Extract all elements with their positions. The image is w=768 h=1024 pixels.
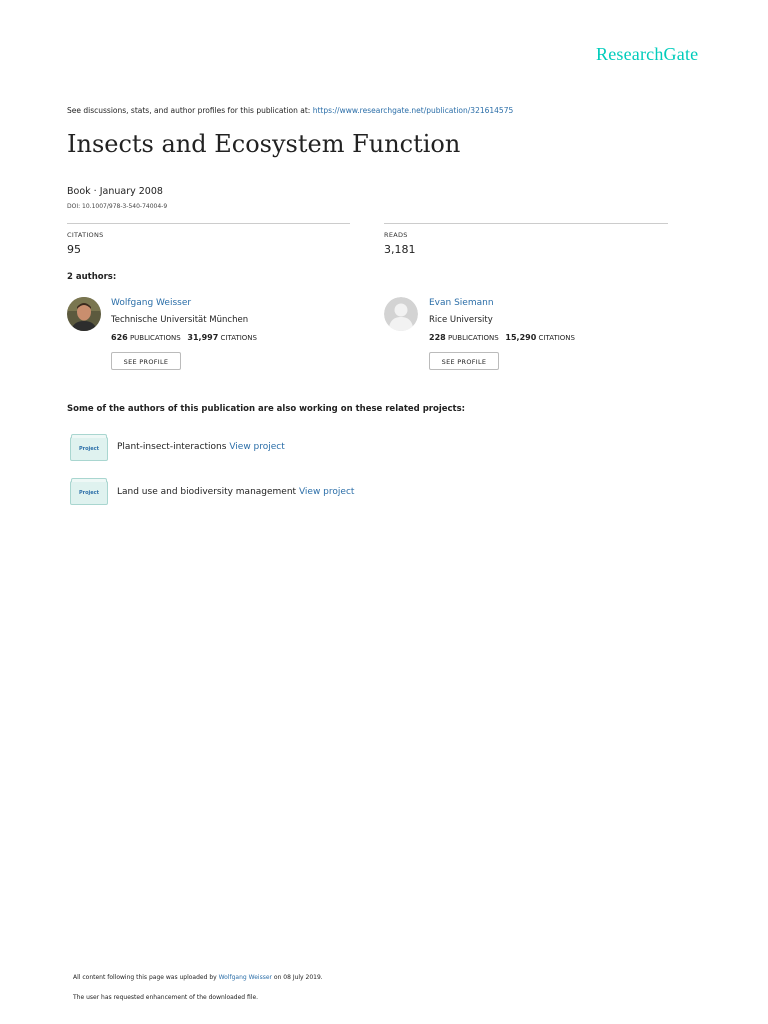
publications-label: PUBLICATIONS	[129, 334, 181, 342]
see-profile-button[interactable]: SEE PROFILE	[429, 352, 499, 370]
project-folder-icon: Project	[70, 437, 108, 461]
author-citations-count: 31,997	[187, 333, 219, 342]
publication-title: Insects and Ecosystem Function	[67, 130, 461, 158]
author-citations-count: 15,290	[505, 333, 537, 342]
see-profile-button[interactable]: SEE PROFILE	[111, 352, 181, 370]
publications-count: 626	[111, 333, 128, 342]
publications-count: 228	[429, 333, 446, 342]
author-institution: Technische Universität München	[111, 315, 249, 325]
upload-note	[73, 974, 323, 981]
uploader-link[interactable]: Wolfgang Weisser	[218, 974, 272, 981]
related-projects-header: Some of the authors of this publication are also working on these related projects:	[67, 404, 466, 414]
publication-url-link[interactable]: https://www.researchgate.net/publication/321614575	[312, 106, 514, 115]
author-stats	[429, 333, 575, 342]
publication-doi: DOI: 10.1007/978-3-540-74004-9	[67, 203, 168, 210]
author-citations-label: CITATIONS	[220, 334, 257, 342]
citations-count: 95	[67, 243, 81, 256]
upload-note-prefix: All content following this page was uploaded by	[73, 974, 219, 981]
reads-divider	[384, 223, 668, 224]
author-stats	[111, 333, 257, 342]
see-discussions-line	[67, 106, 513, 115]
author-avatar-weisser[interactable]	[67, 297, 101, 331]
publication-type-date: Book · January 2008	[67, 186, 163, 197]
view-project-link[interactable]: View project	[229, 442, 285, 452]
project-item	[117, 442, 285, 452]
project-folder-icon: Project	[70, 481, 108, 505]
author-name-link[interactable]: Wolfgang Weisser	[111, 298, 192, 308]
project-title: Land use and biodiversity management	[117, 487, 297, 497]
citations-divider	[67, 223, 350, 224]
citations-label: CITATIONS	[67, 231, 104, 239]
authors-header: 2 authors:	[67, 272, 117, 282]
reads-label: READS	[384, 231, 408, 239]
enhancement-note: The user has requested enhancement of the downloaded file.	[73, 994, 259, 1001]
publications-label: PUBLICATIONS	[447, 334, 499, 342]
view-project-link[interactable]: View project	[298, 487, 355, 497]
author-avatar-siemann[interactable]	[384, 297, 418, 331]
reads-count: 3,181	[384, 243, 416, 256]
researchgate-logo[interactable]: ResearchGate	[596, 44, 699, 64]
upload-note-suffix: on 08 July 2019.	[271, 974, 323, 981]
project-title: Plant-insect-interactions	[117, 442, 227, 452]
author-institution: Rice University	[429, 315, 493, 325]
author-citations-label: CITATIONS	[538, 334, 575, 342]
project-item	[117, 487, 354, 497]
see-discussions-text: See discussions, stats, and author profiles for this publication at:	[67, 106, 313, 115]
author-name-link[interactable]: Evan Siemann	[429, 298, 494, 308]
